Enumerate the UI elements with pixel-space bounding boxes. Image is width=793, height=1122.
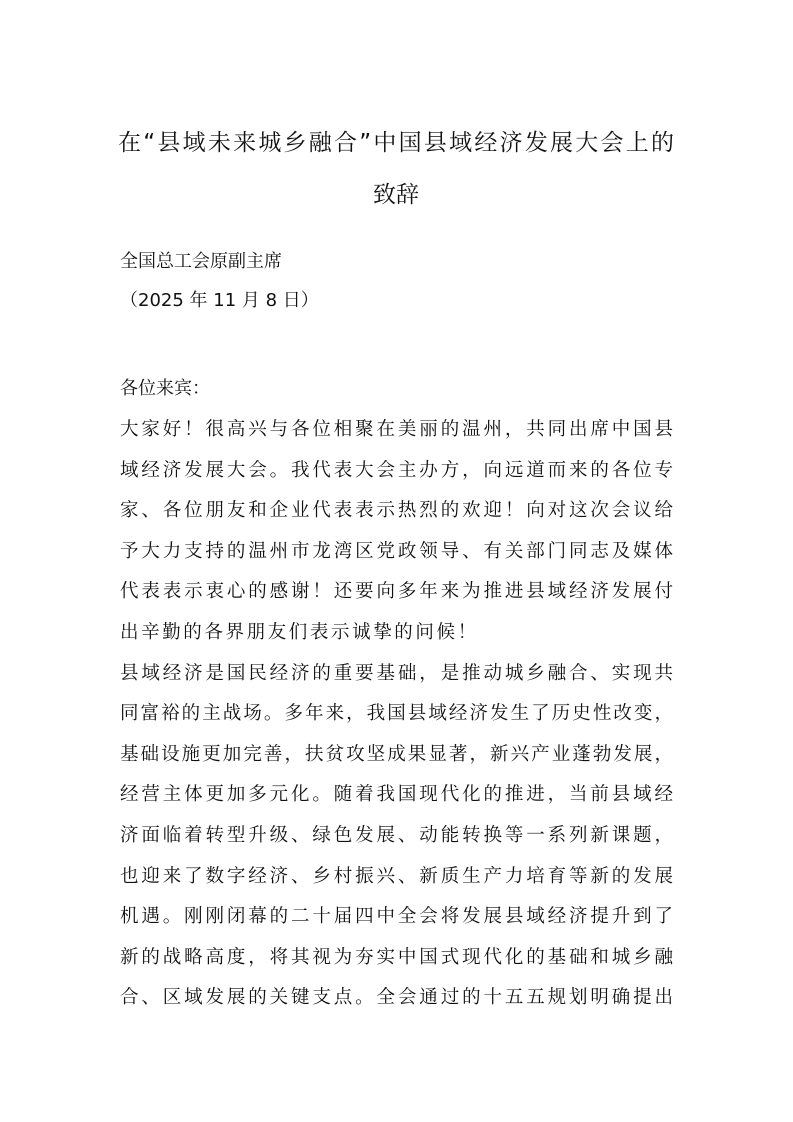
text-line: 域经济发展大会。我代表大会主办方，向远道而来的各位专 — [120, 459, 673, 481]
text-line: 新的战略高度，将其视为夯实中国式现代化的基础和城乡融 — [120, 946, 673, 968]
salutation: 各位来宾： — [120, 378, 210, 399]
text-line: 县域经济是国民经济的重要基础，是推动城乡融合、实现共 — [120, 662, 673, 684]
text-line: 经营主体更加多元化。随着我国现代化的推进，当前县域经 — [120, 784, 673, 806]
text-line: 合、区域发展的关键支点。全会通过的十五五规划明确提出 — [120, 987, 673, 1009]
paragraph-2 — [120, 654, 673, 1019]
text-line: 家、各位朋友和企业代表表示热烈的欢迎！向对这次会议给 — [120, 500, 673, 522]
text-line: 予大力支持的温州市龙湾区党政领导、有关部门同志及媒体 — [120, 540, 673, 562]
text-line: 出辛勤的各界朋友们表示诚挚的问候！ — [120, 621, 479, 643]
text-line: 也迎来了数字经济、乡村振兴、新质生产力培育等新的发展 — [120, 865, 673, 887]
title-line-1: 在“县域未来城乡融合”中国县域经济发展大会上的 — [118, 130, 674, 156]
text-line: 济面临着转型升级、绿色发展、动能转换等一系列新课题， — [120, 824, 673, 846]
text-line: 基础设施更加完善，扶贫攻坚成果显著，新兴产业蓬勃发展， — [120, 743, 673, 765]
title-line-2: 致辞 — [373, 182, 419, 208]
author: 全国总工会原副主席 — [120, 251, 282, 272]
text-line: 大家好！很高兴与各位相聚在美丽的温州，共同出席中国县 — [120, 419, 673, 440]
date: （2025 年 11 月 8 日） — [120, 290, 319, 311]
paragraph-1 — [120, 410, 673, 654]
text-line: 同富裕的主战场。多年来，我国县域经济发生了历史性改变， — [120, 703, 673, 725]
text-line: 机遇。刚刚闭幕的二十届四中全会将发展县域经济提升到了 — [120, 906, 673, 928]
body-text — [120, 410, 673, 1019]
text-line: 代表表示衷心的感谢！还要向多年来为推进县域经济发展付 — [120, 581, 673, 603]
